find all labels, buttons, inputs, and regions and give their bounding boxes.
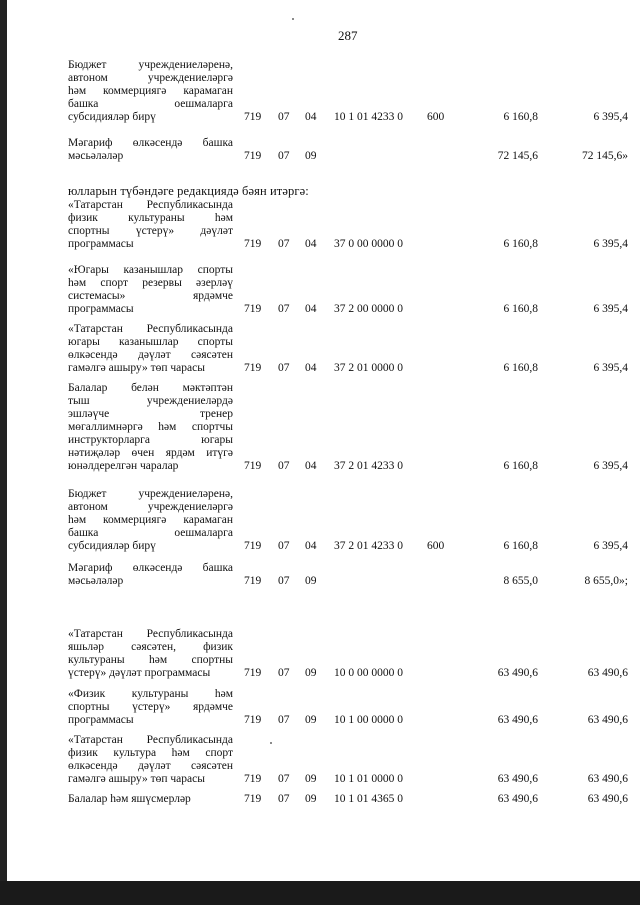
section-code: 07 [278,362,290,374]
table-row [0,488,640,553]
row-name-line: «Физик культураны һәм [68,688,233,700]
amount-year-2: 63 490,6 [587,667,628,679]
target-article-code: 10 0 00 0000 0 [334,667,403,679]
row-name-line: өлкәсендә дәүләт сәясәтен [68,349,233,361]
section-code: 07 [278,714,290,726]
target-article-code: 10 1 01 4233 0 [334,111,403,123]
section-code: 07 [278,303,290,315]
amount-year-1: 72 145,6 [497,150,538,162]
amount-year-2: 72 145,6» [582,150,628,162]
section-code: 07 [278,667,290,679]
row-name-line: спортны үстерү» дәүләт [68,225,233,237]
row-name-line: башка оешмаларга [68,98,233,110]
section-code: 07 [278,150,290,162]
page-number: 287 [338,28,358,43]
row-name-line: мөгаллимнәргә һәм спортчы [68,421,233,433]
section-code: 07 [278,540,290,552]
row-name [68,628,233,680]
section-code: 07 [278,793,290,805]
target-article-code: 37 2 01 0000 0 [334,362,403,374]
scan-speck [292,18,294,20]
ministry-code: 719 [244,111,262,123]
row-name [68,488,233,553]
row-name-line: һәм спорт резервы әзерләү [68,277,233,289]
table-row [0,199,640,251]
section-code: 07 [278,460,290,472]
ministry-code: 719 [244,303,262,315]
ministry-code: 719 [244,714,262,726]
ministry-code: 719 [244,773,262,785]
row-name-line: «Татарстан Республикасында [68,199,233,211]
amount-year-2: 63 490,6 [587,773,628,785]
row-name-line: «Югары казанышлар спорты [68,264,233,276]
amount-year-2: 6 395,4 [593,238,628,250]
row-name-line: программасы [68,303,134,315]
subsection-code: 04 [305,362,317,374]
amount-year-1: 6 160,8 [503,460,538,472]
row-name-line: Мәгариф өлкәсендә башка [68,137,233,149]
row-name-line: юнәлдерелгән чаралар [68,460,179,472]
amount-year-1: 6 160,8 [503,362,538,374]
row-name-line: программасы [68,714,134,726]
table-row [0,688,640,727]
row-name [68,199,233,251]
amount-year-2: 6 395,4 [593,303,628,315]
subsection-code: 04 [305,460,317,472]
row-name-line: Бюджет учреждениеләренә, [68,59,233,71]
target-article-code: 37 2 00 0000 0 [334,303,403,315]
ministry-code: 719 [244,460,262,472]
row-name-line: субсидияләр бирү [68,111,156,123]
subsection-code: 09 [305,773,317,785]
subsection-code: 09 [305,150,317,162]
table-row [0,323,640,375]
subsection-code: 09 [305,714,317,726]
target-article-code: 37 0 00 0000 0 [334,238,403,250]
row-name-line: Балалар белән мәктәптән [68,382,233,394]
ministry-code: 719 [244,362,262,374]
expense-type-code: 600 [427,111,445,123]
ministry-code: 719 [244,575,262,587]
table-row [0,59,640,124]
row-name-line: югары казанышлар спорты [68,336,233,348]
row-name [68,59,233,124]
row-name-line: һәм коммерциягә карамаган [68,85,233,97]
row-name-line: субсидияләр бирү [68,540,156,552]
amount-year-1: 6 160,8 [503,238,538,250]
row-name-line: «Татарстан Республикасында [68,734,233,746]
row-name-line: үстерү» дәүләт программасы [68,667,211,679]
section-code: 07 [278,238,290,250]
row-name [68,734,233,786]
row-name-line: тыш учреждениеләрдә [68,395,233,407]
row-name-line: яшьләр сәясәтен, физик [68,641,233,653]
row-name-line: мәсьәләләр [68,575,124,587]
amount-year-2: 6 395,4 [593,460,628,472]
table-row [0,793,640,806]
amount-year-1: 6 160,8 [503,540,538,552]
section-code: 07 [278,111,290,123]
subsection-code: 04 [305,303,317,315]
amount-year-1: 63 490,6 [497,773,538,785]
scan-border-bottom [0,881,640,905]
amount-year-1: 8 655,0 [503,575,538,587]
amount-year-2: 63 490,6 [587,793,628,805]
subsection-code: 04 [305,111,317,123]
row-name-line: өлкәсендә дәүләт сәясәтен [68,760,233,772]
amount-year-2: 63 490,6 [587,714,628,726]
amount-year-2: 6 395,4 [593,111,628,123]
target-article-code: 10 1 01 4365 0 [334,793,403,805]
row-name-line: физик культураны һәм [68,212,233,224]
amount-year-1: 63 490,6 [497,667,538,679]
table-row [0,734,640,786]
row-name [68,562,233,588]
expense-type-code: 600 [427,540,445,552]
row-name [68,688,233,727]
section-code: 07 [278,773,290,785]
row-name-line: «Татарстан Республикасында [68,628,233,640]
row-name-line: Балалар һәм яшүсмерләр [68,793,191,805]
target-article-code: 10 1 01 0000 0 [334,773,403,785]
row-name-line: башка оешмаларга [68,527,233,539]
amount-year-1: 6 160,8 [503,111,538,123]
subsection-code: 04 [305,238,317,250]
table-row [0,628,640,680]
ministry-code: 719 [244,540,262,552]
row-name-line: Бюджет учреждениеләренә, [68,488,233,500]
table-row [0,382,640,473]
amount-year-1: 63 490,6 [497,793,538,805]
ministry-code: 719 [244,667,262,679]
row-name [68,137,233,163]
row-name-line: «Татарстан Республикасында [68,323,233,335]
amount-year-2: 6 395,4 [593,362,628,374]
row-name-line: автоном учреждениеләргә [68,501,233,513]
intro-text: юлларын түбәндәге редакциядә бәян итәргә: [68,184,309,198]
row-name-line: инструкторларга югары [68,434,233,446]
amount-year-2: 8 655,0»; [584,575,628,587]
row-name-line: спортны үстерү» ярдәмче [68,701,233,713]
target-article-code: 37 2 01 4233 0 [334,460,403,472]
subsection-code: 09 [305,667,317,679]
row-name-line: мәсьәләләр [68,150,124,162]
row-name-line: физик культура һәм спорт [68,747,233,759]
ministry-code: 719 [244,150,262,162]
table-row [0,562,640,588]
row-name-line: программасы [68,238,134,250]
table-row [0,264,640,316]
row-name-line: автоном учреждениеләргә [68,72,233,84]
ministry-code: 719 [244,793,262,805]
target-article-code: 10 1 00 0000 0 [334,714,403,726]
row-name [68,793,233,806]
target-article-code: 37 2 01 4233 0 [334,540,403,552]
amount-year-1: 6 160,8 [503,303,538,315]
row-name-line: эшләүче тренер [68,408,233,420]
row-name-line: системасы» ярдәмче [68,290,233,302]
row-name-line: нәтиҗәләр өчен ярдәм итүгә [68,447,233,459]
row-name [68,382,233,473]
row-name-line: һәм коммерциягә карамаган [68,514,233,526]
ministry-code: 719 [244,238,262,250]
row-name [68,323,233,375]
amount-year-1: 63 490,6 [497,714,538,726]
subsection-code: 09 [305,575,317,587]
row-name-line: гамәлгә ашыру» төп чарасы [68,362,205,374]
subsection-code: 09 [305,793,317,805]
row-name-line: культураны һәм спортны [68,654,233,666]
row-name [68,264,233,316]
table-row [0,137,640,163]
section-code: 07 [278,575,290,587]
row-name-line: Мәгариф өлкәсендә башка [68,562,233,574]
amount-year-2: 6 395,4 [593,540,628,552]
row-name-line: гамәлгә ашыру» төп чарасы [68,773,205,785]
subsection-code: 04 [305,540,317,552]
